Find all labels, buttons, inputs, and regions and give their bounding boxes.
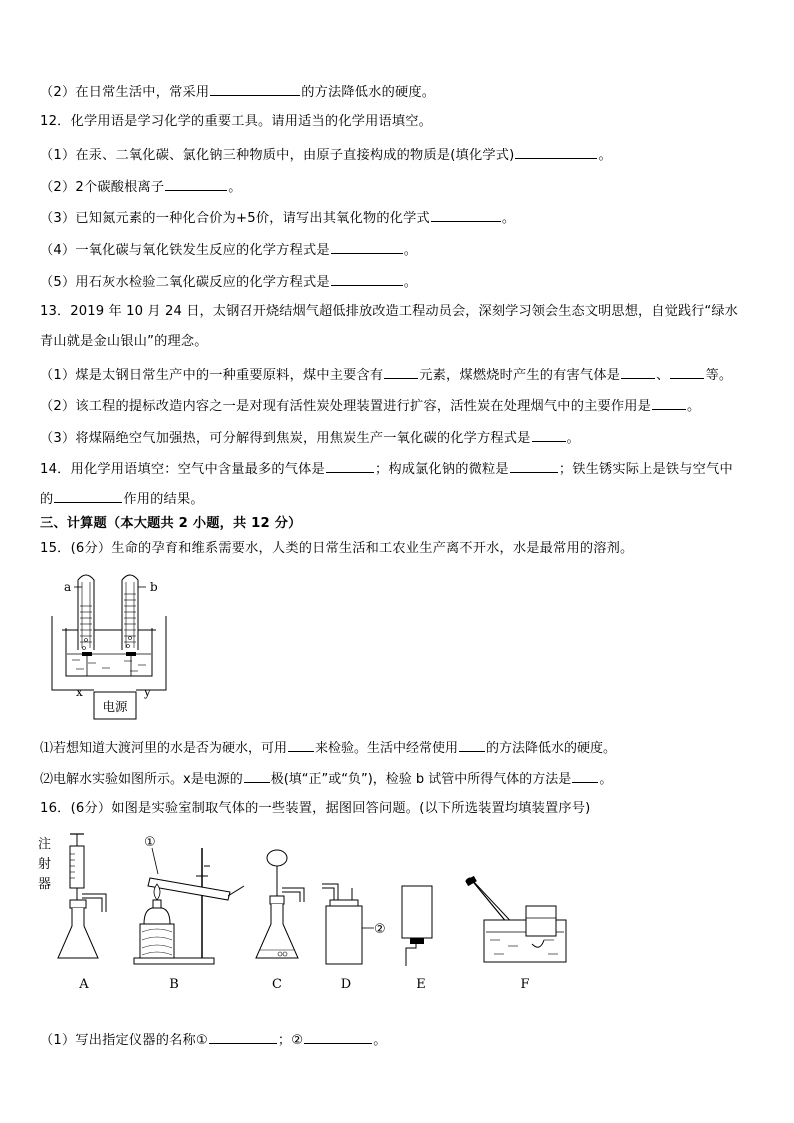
q12-part1: （1）在汞、二氧化碳、氯化钠三种物质中，由原子直接构成的物质是(填化学式) 。 [40,145,612,165]
answer-blank[interactable] [244,769,270,783]
apparatus-a [38,834,106,992]
q15-part1: ⑴若想知道大渡河里的水是否为硬水，可用 来检验。生活中经常使用 的方法降低水的硬度。 [40,738,616,758]
label-a: a [64,580,72,594]
answer-blank[interactable] [165,177,227,191]
answer-blank[interactable] [304,1030,372,1044]
answer-blank[interactable] [515,145,597,159]
apparatus-c [256,850,304,992]
answer-blank[interactable] [510,459,558,473]
apparatus-e [402,886,432,992]
label-C: C [272,977,282,992]
gas-apparatus-figure [34,828,574,998]
q11-part2: （2）在日常生活中，常采用 的方法降低水的硬度。 [40,82,435,102]
label-x: x [76,685,83,699]
q13-stem-line2: 青山就是金山银山”的理念。 [40,334,208,349]
answer-blank[interactable] [209,1030,277,1044]
q15-stem: 15．(6分）生命的孕育和维系需要水，人类的日常生活和工农业生产离不开水，水是最常用的溶剂。 [40,541,634,556]
answer-blank[interactable] [331,272,403,286]
answer-blank[interactable] [652,396,686,410]
label-B: B [169,977,179,992]
mark-2: ② [374,922,386,937]
conical-flask-a [58,908,98,958]
electrolysis-apparatus-figure [40,568,180,726]
label-D: D [340,977,352,992]
answer-blank[interactable] [459,738,485,752]
label-b: b [150,580,158,594]
q12-part2: （2）2个碳酸根离子 。 [40,177,242,197]
q13-part2: （2）该工程的提标改造内容之一是对现有活性炭处理装置进行扩容，活性炭在处理烟气中的主要作用是 。 [40,396,700,416]
answer-blank[interactable] [54,489,122,503]
q12-stem: 12．化学用语是学习化学的重要工具。请用适当的化学用语填空。 [40,114,433,129]
answer-blank[interactable] [572,769,598,783]
answer-blank[interactable] [532,428,566,442]
answer-blank[interactable] [331,240,403,254]
q16-stem: 16．(6分）如图是实验室制取气体的一些装置，据图回答问题。(以下所选装置均填装置序号) [40,801,591,816]
q14-line1: 14．用化学用语填空：空气中含量最多的气体是 ；构成氯化钠的微粒是 ；铁生锈实际上是铁与空气中 [40,459,733,479]
answer-blank[interactable] [326,459,374,473]
q13-stem-line1: 13．2019 年 10 月 24 日，太钢召开烧结烟气超低排放改造工程动员会，深刻学习领会生态文明思想，自觉践行“绿水 [40,304,738,319]
apparatus-d [322,884,386,992]
gas-bottle [326,906,362,964]
q12-part4: （4）一氧化碳与氧化铁发生反应的化学方程式是 。 [40,240,417,260]
section-heading: 三、计算题（本大题共 2 小题，共 12 分） [40,516,302,531]
label-A: A [79,977,89,992]
label-E: E [416,977,426,992]
syringe-label-2: 射 [38,857,52,872]
test-tube-b [122,575,138,650]
stand-base [134,958,214,964]
q14-line2: 的 作用的结果。 [40,489,204,509]
answer-blank[interactable] [210,82,300,96]
inverted-bottle [402,886,432,938]
mark-1: ① [144,835,156,850]
electrode-right [126,652,136,656]
answer-blank[interactable] [288,738,314,752]
test-tube-b [148,878,230,900]
apparatus-f [465,876,566,992]
q13-part1: （1）煤是太钢日常生产中的一种重要原料，煤中主要含有 元素，煤燃烧时产生的有害气体是 、 等。 [40,365,732,385]
syringe-label-1: 注 [38,837,52,852]
q12-part3: （3）已知氮元素的一种化合价为+5价，请写出其氧化物的化学式 。 [40,208,515,228]
q13-part3: （3）将煤隔绝空气加强热，可分解得到焦炭，用焦炭生产一氧化碳的化学方程式是 。 [40,428,580,448]
collection-jar [526,906,556,936]
syringe-label-3: 器 [38,877,52,892]
q16-part1: （1）写出指定仪器的名称① ；② 。 [40,1030,387,1050]
answer-blank[interactable] [384,365,418,379]
answer-blank[interactable] [670,365,704,379]
separatory-funnel [267,850,287,866]
answer-blank[interactable] [431,208,501,222]
syringe [70,846,84,888]
q15-part2: ⑵电解水实验如图所示。x是电源的 极(填“正”或“负”)，检验 b 试管中所得气体的方法是 。 [40,769,612,789]
power-label: 电源 [102,699,128,714]
apparatus-b [134,835,244,992]
q12-part5: （5）用石灰水检验二氧化碳反应的化学方程式是 。 [40,272,417,292]
alcohol-lamp [144,908,170,924]
electrode-left [82,652,92,656]
wire-right [136,616,166,690]
label-y: y [144,685,151,699]
answer-blank[interactable] [621,365,655,379]
label-F: F [520,977,530,992]
